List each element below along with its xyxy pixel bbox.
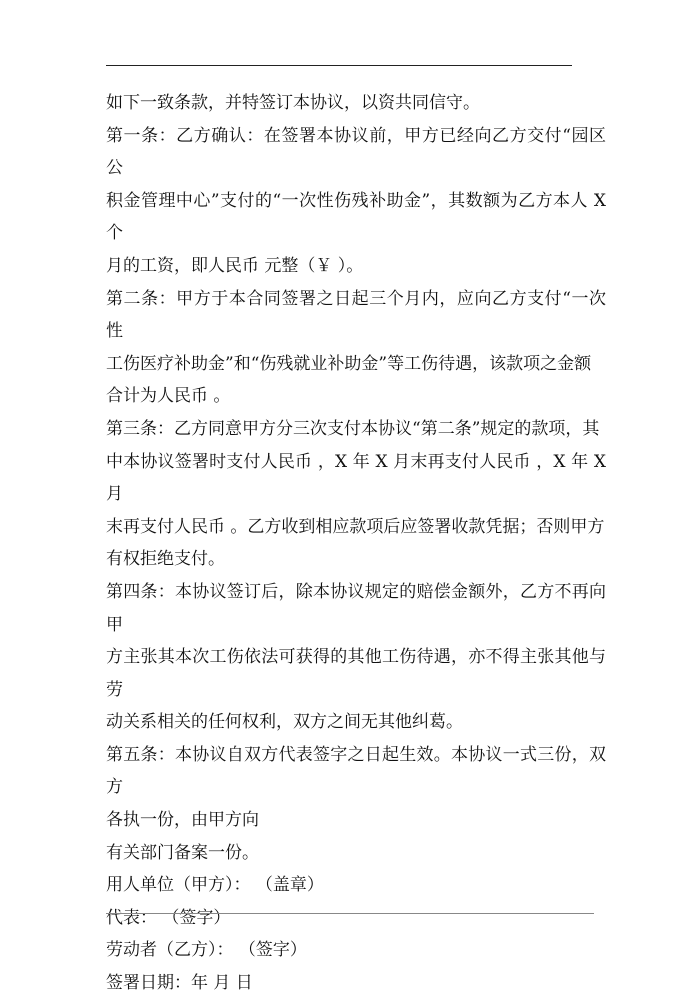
employee-signature-line: 劳动者（乙方）： （签字） <box>106 940 307 961</box>
representative-signature-line: 代表： （签字） <box>106 907 231 928</box>
intro-line: 如下一致条款，并特签订本协议，以资共同信守。 <box>106 93 480 113</box>
footer-rule <box>106 913 594 914</box>
employer-signature-line: 用人单位（甲方）： （盖章） <box>106 875 324 896</box>
article-3-line-1: 第三条：乙方同意甲方分三次支付本协议“第二条”规定的款项，其 <box>106 418 600 439</box>
article-2-line-3: 合计为人民币 。 <box>106 386 231 407</box>
header-rule <box>106 65 572 66</box>
article-5-line-3: 有关部门备案一份。 <box>106 842 259 863</box>
agreement-body <box>106 87 606 1000</box>
signing-date-line: 签署日期：年 月 日 <box>106 973 253 994</box>
article-4-line-1: 第四条：本协议签订后，除本协议规定的赔偿金额外，乙方不再向甲 <box>106 581 606 635</box>
article-5-line-1: 第五条：本协议自双方代表签字之日起生效。本协议一式三份，双方 <box>106 744 606 798</box>
article-2-line-2: 工伤医疗补助金”和“伤残就业补助金”等工伤待遇，该款项之金额 <box>106 353 592 374</box>
article-1-line-1: 第一条：乙方确认：在签署本协议前，甲方已经向乙方交付“园区公 <box>106 125 606 179</box>
article-1-line-2: 积金管理中心”支付的“一次性伤残补助金”，其数额为乙方本人 X 个 <box>106 190 606 244</box>
article-4-line-2: 方主张其本次工伤依法可获得的其他工伤待遇，亦不得主张其他与劳 <box>106 647 606 700</box>
article-1-line-3: 月的工资，即人民币 元整（￥ ）。 <box>106 255 364 276</box>
article-3-line-2: 中本协议签署时支付人民币 ，X 年 X 月末再支付人民币 ，X 年 X 月 <box>106 451 606 505</box>
article-5-line-2: 各执一份，由甲方向 <box>106 810 259 831</box>
article-2-line-1: 第二条：甲方于本合同签署之日起三个月内，应向乙方支付“一次性 <box>106 288 606 342</box>
article-3-line-4: 有权拒绝支付。 <box>106 549 225 570</box>
article-4-line-3: 动关系相关的任何权利，双方之间无其他纠葛。 <box>106 712 463 733</box>
article-3-line-3: 末再支付人民币 。乙方收到相应款项后应签署收款凭据；否则甲方 <box>106 516 605 537</box>
